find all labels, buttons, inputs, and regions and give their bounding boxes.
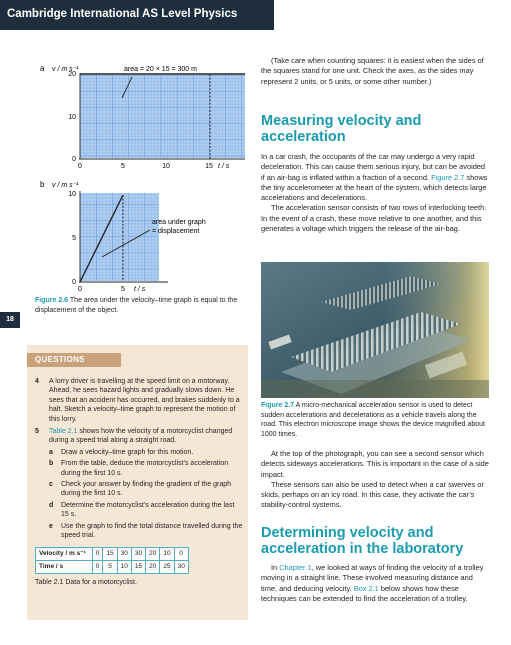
graph-a-annotation: area = 20 × 15 = 300 m — [124, 66, 197, 73]
graph-a-label: a — [40, 64, 45, 73]
svg-text:0: 0 — [72, 156, 76, 163]
page-number: 18 — [0, 312, 20, 328]
graph-b-label: b — [40, 180, 45, 189]
svg-text:5: 5 — [121, 286, 125, 292]
accelerometer-photo — [261, 262, 489, 398]
question-5b: b From the table, deduce the motorcyclist’s acceleration during the first 10 s. — [49, 460, 229, 477]
question-5c: c Check your answer by finding the gradient of the graph during the first 10 s. — [49, 481, 232, 498]
box-2-1-link[interactable]: Box 2.1 — [353, 583, 379, 593]
graph-b-annotation-1: area under graph — [152, 219, 206, 226]
motorcyclist-table — [35, 547, 189, 574]
figure-2-7-caption: Figure 2.7 A micro-mechanical acceleration sensor is used to detect sudden accelerations and decelerations as a vehicle travels along the road. This electron microscope image shows the device magnified about 1000 times. — [261, 402, 485, 438]
svg-text:0: 0 — [78, 163, 82, 170]
question-5: 5 Table 2.1 shows how the velocity of a motorcyclist changed during a speed trial along a straight road. a Draw a velocity–time graph for this motion. b From the table, deduce the motorcyclist’s acceleration during the first 10 s. c Check your answer by finding the gradient of the graph during the first 10 s. d Determine the motorcyclist’s acceleration during the last 15 s. e Use the graph to find the total distance travelled during the speed trial. — [35, 428, 243, 540]
svg-text:10: 10 — [162, 163, 170, 170]
question-5e: e Use the graph to find the total distance travelled during the speed trial. — [49, 522, 243, 540]
velocity-time-graphs — [30, 60, 245, 292]
svg-text:10: 10 — [68, 114, 76, 121]
body-sensors: At the top of the photograph, you can see a second sensor which detects sideways accelerations. This is important in the case of a side impact. These sensors can also be used to detect when a car swerves or skids, perhaps on an icy road. In this case, they activate the car’s stability-control systems. — [261, 449, 489, 510]
svg-text:0: 0 — [78, 286, 82, 292]
figure-2-6-caption: Figure 2.6 The area under the velocity–time graph is equal to the displacement of the object. — [35, 297, 238, 314]
questions-box — [27, 345, 248, 620]
graph-b-xlabel: t / s — [134, 286, 146, 292]
figure-2-7-link[interactable]: Figure 2.7 — [431, 172, 465, 182]
graph-b — [40, 180, 206, 292]
question-5d: d Determine the motorcyclist’s acceleration during the last 15 s. — [49, 501, 235, 519]
graph-b-annotation-2: = displacement — [152, 228, 200, 235]
book-title: Cambridge International AS Level Physics — [7, 8, 238, 20]
svg-text:5: 5 — [72, 235, 76, 242]
heading-measuring: Measuring velocity and acceleration — [261, 113, 422, 145]
intro-paragraph: (Take care when counting squares: it is easiest when the sides of the squares stand for one unit. Check the axes, as the sides may represent 2 units, or 5 units, or some other number.) — [261, 56, 484, 86]
questions-title: QUESTIONS — [27, 353, 121, 367]
graph-a-xlabel: t / s — [218, 163, 230, 170]
body-laboratory: In Chapter 1, we looked at ways of finding the velocity of a trolley moving in a straight line. These involved measuring distance and time, and deducing velocity. Box 2.1 below shows how these techniques can be extended to find the acceleration of a trolley. — [261, 563, 484, 603]
question-5a: a Draw a velocity–time graph for this motion. — [49, 448, 194, 456]
table-2-1-link[interactable]: Table 2.1 — [49, 428, 78, 436]
svg-text:0: 0 — [72, 279, 76, 286]
body-measuring: In a car crash, the occupants of the car may undergo a very rapid deceleration. This can cause them serious injury, but can be avoided if an air-bag is inflated within a fraction of a second. Figure 2.7 shows the tiny accelerometer at the heart of the system, which detects large accelerations and decelerations. The acceleration sensor consists of two rows of interlocking teeth. In the event of a crash, these move relative to one another, and this generates a voltage which triggers the release of the air-bag. — [261, 152, 488, 234]
graph-a — [40, 64, 245, 170]
svg-text:20: 20 — [68, 71, 76, 78]
table-row: Velocity / m s⁻¹ 0 15 30 30 20 10 0 — [36, 547, 189, 560]
table-row: Time / s 0 5 10 15 20 25 30 — [36, 560, 189, 573]
chapter-1-link[interactable]: Chapter 1 — [279, 563, 312, 572]
question-4: 4 A lorry driver is travelling at the speed limit on a motorway. Ahead, he sees hazard lights and gradually slows down. He sees that an accident has occurred, and brakes suddenly to a halt. Sketch a velocity–time graph to represent the motion of this lorry. — [35, 378, 240, 423]
table-caption: Table 2.1 Data for a motorcyclist. — [35, 578, 137, 586]
heading-determining: Determining velocity and acceleration in the laboratory — [261, 525, 464, 557]
svg-text:10: 10 — [68, 191, 76, 198]
svg-text:15: 15 — [205, 163, 213, 170]
graph-a-ylabel: v / m s⁻¹ — [52, 66, 79, 73]
graph-b-ylabel: v / m s⁻¹ — [52, 182, 79, 189]
running-header — [0, 0, 274, 30]
svg-text:5: 5 — [121, 163, 125, 170]
